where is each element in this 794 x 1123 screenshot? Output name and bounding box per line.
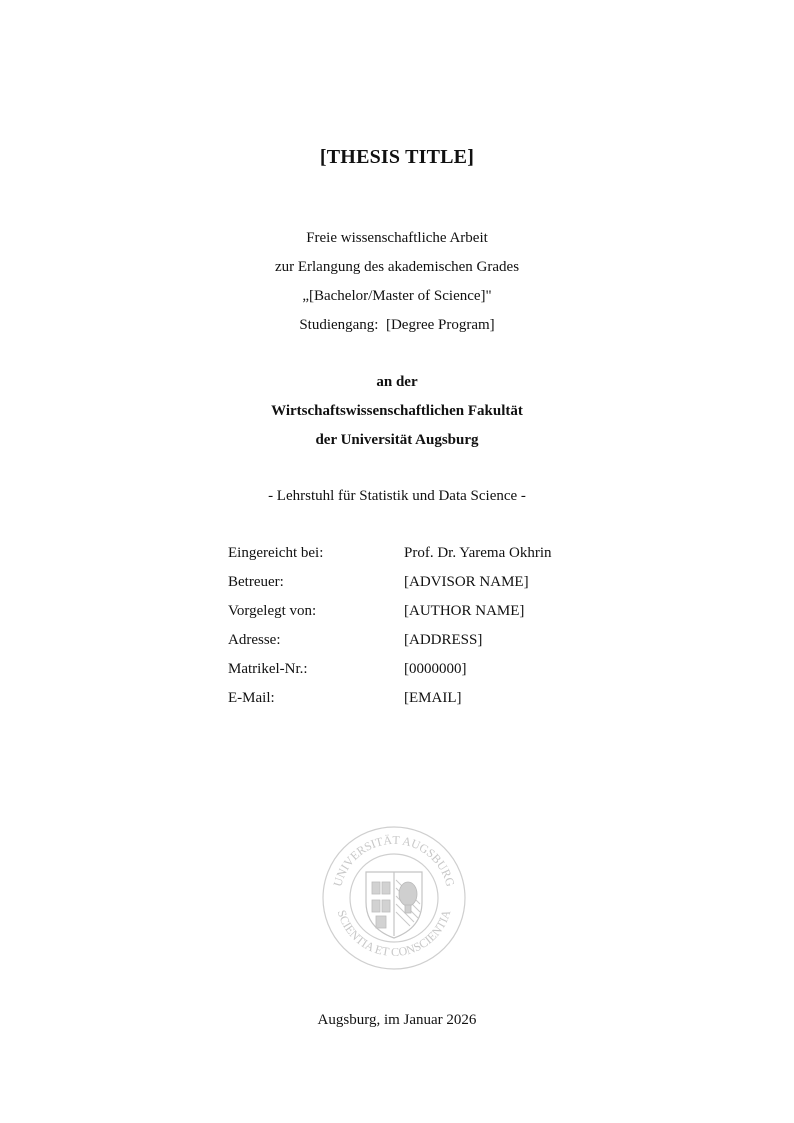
faculty-line: der Universität Augsburg bbox=[315, 432, 479, 448]
faculty-line: Wirtschaftswissenschaftlichen Fakultät bbox=[271, 403, 523, 419]
chair-line: - Lehrstuhl für Statistik und Data Science - bbox=[268, 488, 526, 504]
info-value: [ADVISOR NAME] bbox=[404, 574, 529, 590]
info-label: Matrikel-Nr.: bbox=[228, 661, 308, 677]
info-value: [AUTHOR NAME] bbox=[404, 603, 525, 619]
info-row bbox=[228, 655, 552, 684]
subtitle-line: zur Erlangung des akademischen Grades bbox=[274, 259, 520, 275]
info-label: Adresse: bbox=[228, 632, 281, 648]
info-row bbox=[228, 597, 552, 626]
info-value: [EMAIL] bbox=[404, 690, 462, 706]
info-label: E-Mail: bbox=[228, 690, 275, 706]
info-value: [ADDRESS] bbox=[404, 632, 483, 648]
date-line: Augsburg, im Januar 2026 bbox=[317, 1012, 477, 1028]
subtitle-line: Freie wissenschaftliche Arbeit bbox=[306, 230, 488, 246]
info-label: Vorgelegt von: bbox=[228, 603, 317, 619]
info-value: [0000000] bbox=[404, 661, 467, 677]
university-seal-icon bbox=[320, 824, 468, 972]
info-row bbox=[228, 568, 552, 597]
thesis-title: [THESIS TITLE] bbox=[319, 146, 475, 168]
thesis-description bbox=[0, 224, 794, 340]
info-label: Betreuer: bbox=[228, 574, 284, 590]
subtitle-line: Studiengang: [Degree Program] bbox=[299, 317, 495, 333]
subtitle-line: „[Bachelor/Master of Science]" bbox=[302, 288, 492, 304]
info-value: Prof. Dr. Yarema Okhrin bbox=[404, 545, 552, 561]
submission-info-table bbox=[228, 539, 552, 713]
info-label: Eingereicht bei: bbox=[228, 545, 324, 561]
info-row bbox=[228, 626, 552, 655]
info-row bbox=[228, 539, 552, 568]
seal-text-bottom: SCIENTIA ET CONSCIENTIA bbox=[334, 908, 454, 960]
faculty-line: an der bbox=[376, 374, 418, 390]
seal-text-top: UNIVERSITÄT AUGSBURG bbox=[330, 832, 458, 889]
faculty-block bbox=[0, 368, 794, 455]
info-row bbox=[228, 684, 552, 713]
